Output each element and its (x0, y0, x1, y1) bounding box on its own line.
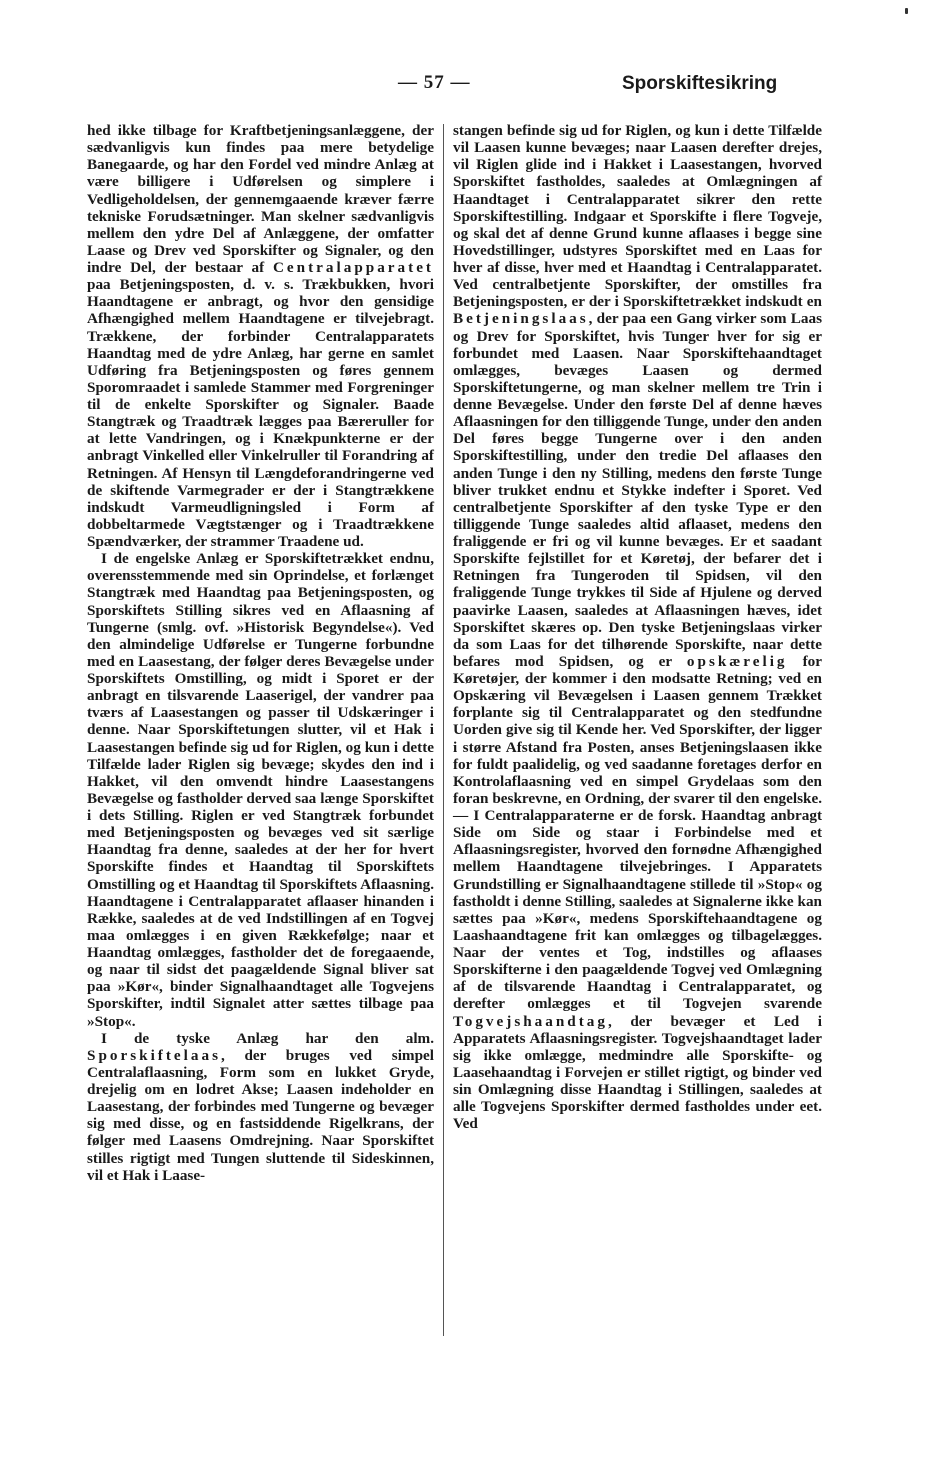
page-number: — 57 — (398, 72, 471, 93)
paragraph-text: paa Betjeningsposten, d. v. s. Trækbukken, hvori Haandtagene er anbragt, og hvor den gensidige Afhængighed mellem Haandtagene er tilvejebragt. Trækkene, der forbinder Centralapparatets Haandtag med de ydre Anlæg, har gerne en samlet Udføring fra Betjeningsposten og føres gennem Sporomraadet i samlede Stammer med Forgreninger til de enkelte Sporskifter og Signaler. Baade Stangtræk og Traadtræk lægges paa Bæreruller for at lette Vandringen, og i Knækpunkterne er der anbragt Vinkelled eller Vinkelruller til Forandring af Retningen. Af Hensyn til Længdeforandringerne ved de skiftende Varmegrader er der i Stangtrækkene indskudt Varmeudligningsled i Form af dobbeltarmede Vægtstænger og i Traadtrækkene Spændværker, der strammer Traadene ud. (87, 276, 434, 550)
print-speck (905, 8, 908, 14)
paragraph (453, 122, 822, 1132)
column-divider (443, 124, 444, 1336)
spaced-term: Togvejshaandtag (453, 1012, 608, 1030)
paragraph-text: stangen befinde sig ud for Riglen, og kun i dette Tilfælde vil Laasen kunne bevæges; naar Laasen derefter drejes, vil Riglen glide ind i Hakket i Laasestangen, hvorved Sporskiftet fastholdes, saaledes at Omlægningen af Haandtaget i Centralapparatet sikrer den rette Sporskiftestilling. Indgaar et Sporskifte i flere Togveje, og skal det af denne Grund kunne aflaases i begge sine Hovedstillinger, udstyres Sporskiftet med en Laas for hver af disse, hver med et Haandtag i Centralapparatet. Ved centralbetjente Sporskifter, der omstilles fra Betjeningsposten, er der i Sporskiftetrækket indskudt en (453, 122, 822, 311)
spaced-term: Sporskiftelaas (87, 1046, 221, 1064)
paragraph-text: , der bevæger et Led i Apparatets Aflaasningsregister. Togvejshaandtaget lader sig ikke omlægge, medmindre alle Sporskifte- og Laasehaandtag i Forvejen er stillet rigtigt, og binder ved sin Omlægning disse Haandtag i Stillingen, saaledes at alle Togvejens Sporskifter dermed fastholdes under eet. Ved (453, 1012, 822, 1133)
paragraph (87, 122, 434, 550)
paragraph-text: , der bruges ved simpel Centralaflaasning, Form som en lukket Gryde, drejelig om en lodret Akse; Laasen indeholder en Laasestang, der forbindes med Tungerne og bevæger sig med disse, og en fastsiddende Rigelkrans, der følger med Laasens Omdrejning. Naar Sporskiftet stilles rigtigt med Tungen sluttende til Sideskinnen, vil et Hak i Laase- (87, 1046, 434, 1184)
paragraph-text: , der paa een Gang virker som Laas og Drev for Sporskiftet, hvis Tunger hver for sig er forbundet med Laasen. Naar Sporskiftehaandtaget omlægges, bevæges Laasen og dermed Sporskiftetungerne, og man skelner mellem tre Trin i denne Bevægelse. Under den første Del af denne hæves Aflaasningen for den tilliggende Tunge, under den anden Del føres begge Tungerne over i den anden Sporskiftestilling, under den tredie Del aflaases den anden Tunge i den ny Stilling, medens den første Tunge bliver trukket endnu et Stykke indefter i Sporet. Ved centralbetjente Sporskifter af den tyske Type er den tilliggende Tunge saaledes altid aflaaset, medens den fraliggende er fri og vil kunne bevæges. Er et saadant Sporskifte fejlstillet for et Køretøj, der befarer det i Retningen fra Tungeroden til Spidsen, vil den fraliggende Tunge trykkes til Side af Hjulene og derved paavirke Laasen, saaledes at Aflaasningen hæves, idet Sporskiftet skæres op. Den tyske Betjeningslaas virker da som Laas for det tilhørende Sporskifte, naar dette befares mod Spidsen, og er (453, 310, 822, 670)
spaced-term: Centralapparatet (272, 259, 434, 276)
paragraph (87, 1030, 434, 1184)
paragraph-text: hed ikke tilbage for Kraftbetjeningsanlæggene, der sædvanligvis kun findes paa mere betydelige Banegaarde, og har den Fordel ved mindre Anlæg at være billigere i Udførelsen og simplere i Vedligeholdelsen, der gennemgaaende kræver færre tekniske Forudsætninger. Man skelner sædvanligvis mellem den ydre Del af Anlæggene, der omfatter Laase og Drev ved Sporskifter og Signaler, og den indre Del, der bestaar af (87, 122, 434, 276)
running-head: Sporskiftesikring (622, 73, 778, 94)
paragraph-text: I de tyske Anlæg har den alm. (101, 1029, 434, 1047)
right-column (453, 122, 822, 1132)
left-column (87, 122, 434, 1184)
paragraph: I de engelske Anlæg er Sporskiftetrækket endnu, overensstemmende med sin Oprindelse, et forlænget Stangtræk med Haandtag paa Betjeningsposten, og Sporskiftets Stilling sikres ved en Aflaasning af Tungerne (smlg. ovf. »Historisk Begyndelse«). Ved den almindelige Udførelse er Tungerne forbundne med en Laasestang, der følger deres Bevægelse under Sporskiftets Omstilling, og midt i Sporet er der anbragt en tilsvarende Laaserigel, der vandrer paa tværs af Laasestangen og passer til Udskæringer i denne. Naar Sporskiftetungen slutter, vil et Hak i Laasestangen befinde sig ud for Riglen, og kun i dette Tilfælde lader Riglen sig bevæge; skydes den ind i Hakket, vil den omvendt hindre Laasestangens Bevægelse og fastholder derved saa længe Sporskiftet i dets Stilling. Riglen er ved Stangtræk forbundet med Betjeningsposten og bevæges ved sit særlige Haandtag fra denne, saaledes at der her for hvert Sporskifte findes et Haandtag til Sporskiftets Omstilling og et Haandtag til Sporskiftets Aflaasning. Haandtagene i Centralapparatet aflaaser hinanden i Række, saaledes at de ved Indstillingen af en Togvej maa omlægges i en given Rækkefølge; naar et Haandtag omlægges, fastholder det de foregaaende, og naar til sidst det paagældende Signal bliver sat paa »Kør«, binder Signalhaandtaget alle Togvejens Sporskifter, indtil Signalet atter sættes tilbage paa »Stop«. (87, 550, 434, 1030)
spaced-term: Betjeningslaas (453, 310, 589, 328)
spaced-term: opskærelig (686, 652, 788, 670)
paragraph-text: for Køretøjer, der kommer i den modsatte Retning; ved en Opskæring vil Bevægelsen i Laasen gennem Trækket forplante sig til Centralapparatet og den stedfundne Uorden give sig til Kende her. Ved Sporskifter, der ligger i større Afstand fra Posten, anses Betjeningslaasen ikke for fuldt paalidelig, og ved saadanne foretages derfor en Kontrolaflaasning ved en simpel Grydelaas som den foran beskrevne, en Ordning, der svarer til den engelske. — I Centralapparaterne er de forsk. Haandtag anbragt Side om Side og staar i Forbindelse med et Aflaasningsregister, hvorved den fornødne Afhængighed mellem Haandtagene tilvejebringes. I Apparatets Grundstilling er Signalhaandtagene stillede til »Stop« og fastholdt i denne Stilling, saaledes at Signalerne ikke kan sættes paa »Kør«, medens Sporskiftehaandtagene og Laashaandtagene frit kan omlægges og tilbagelægges. Naar der ventes et Tog, indstilles og aflaases Sporskifterne i den paagældende Togvej ved Omlægning af de tilsvarende Haandtag i Centralapparatet, og derefter omlægges et til Togvejen svarende (453, 652, 822, 1013)
